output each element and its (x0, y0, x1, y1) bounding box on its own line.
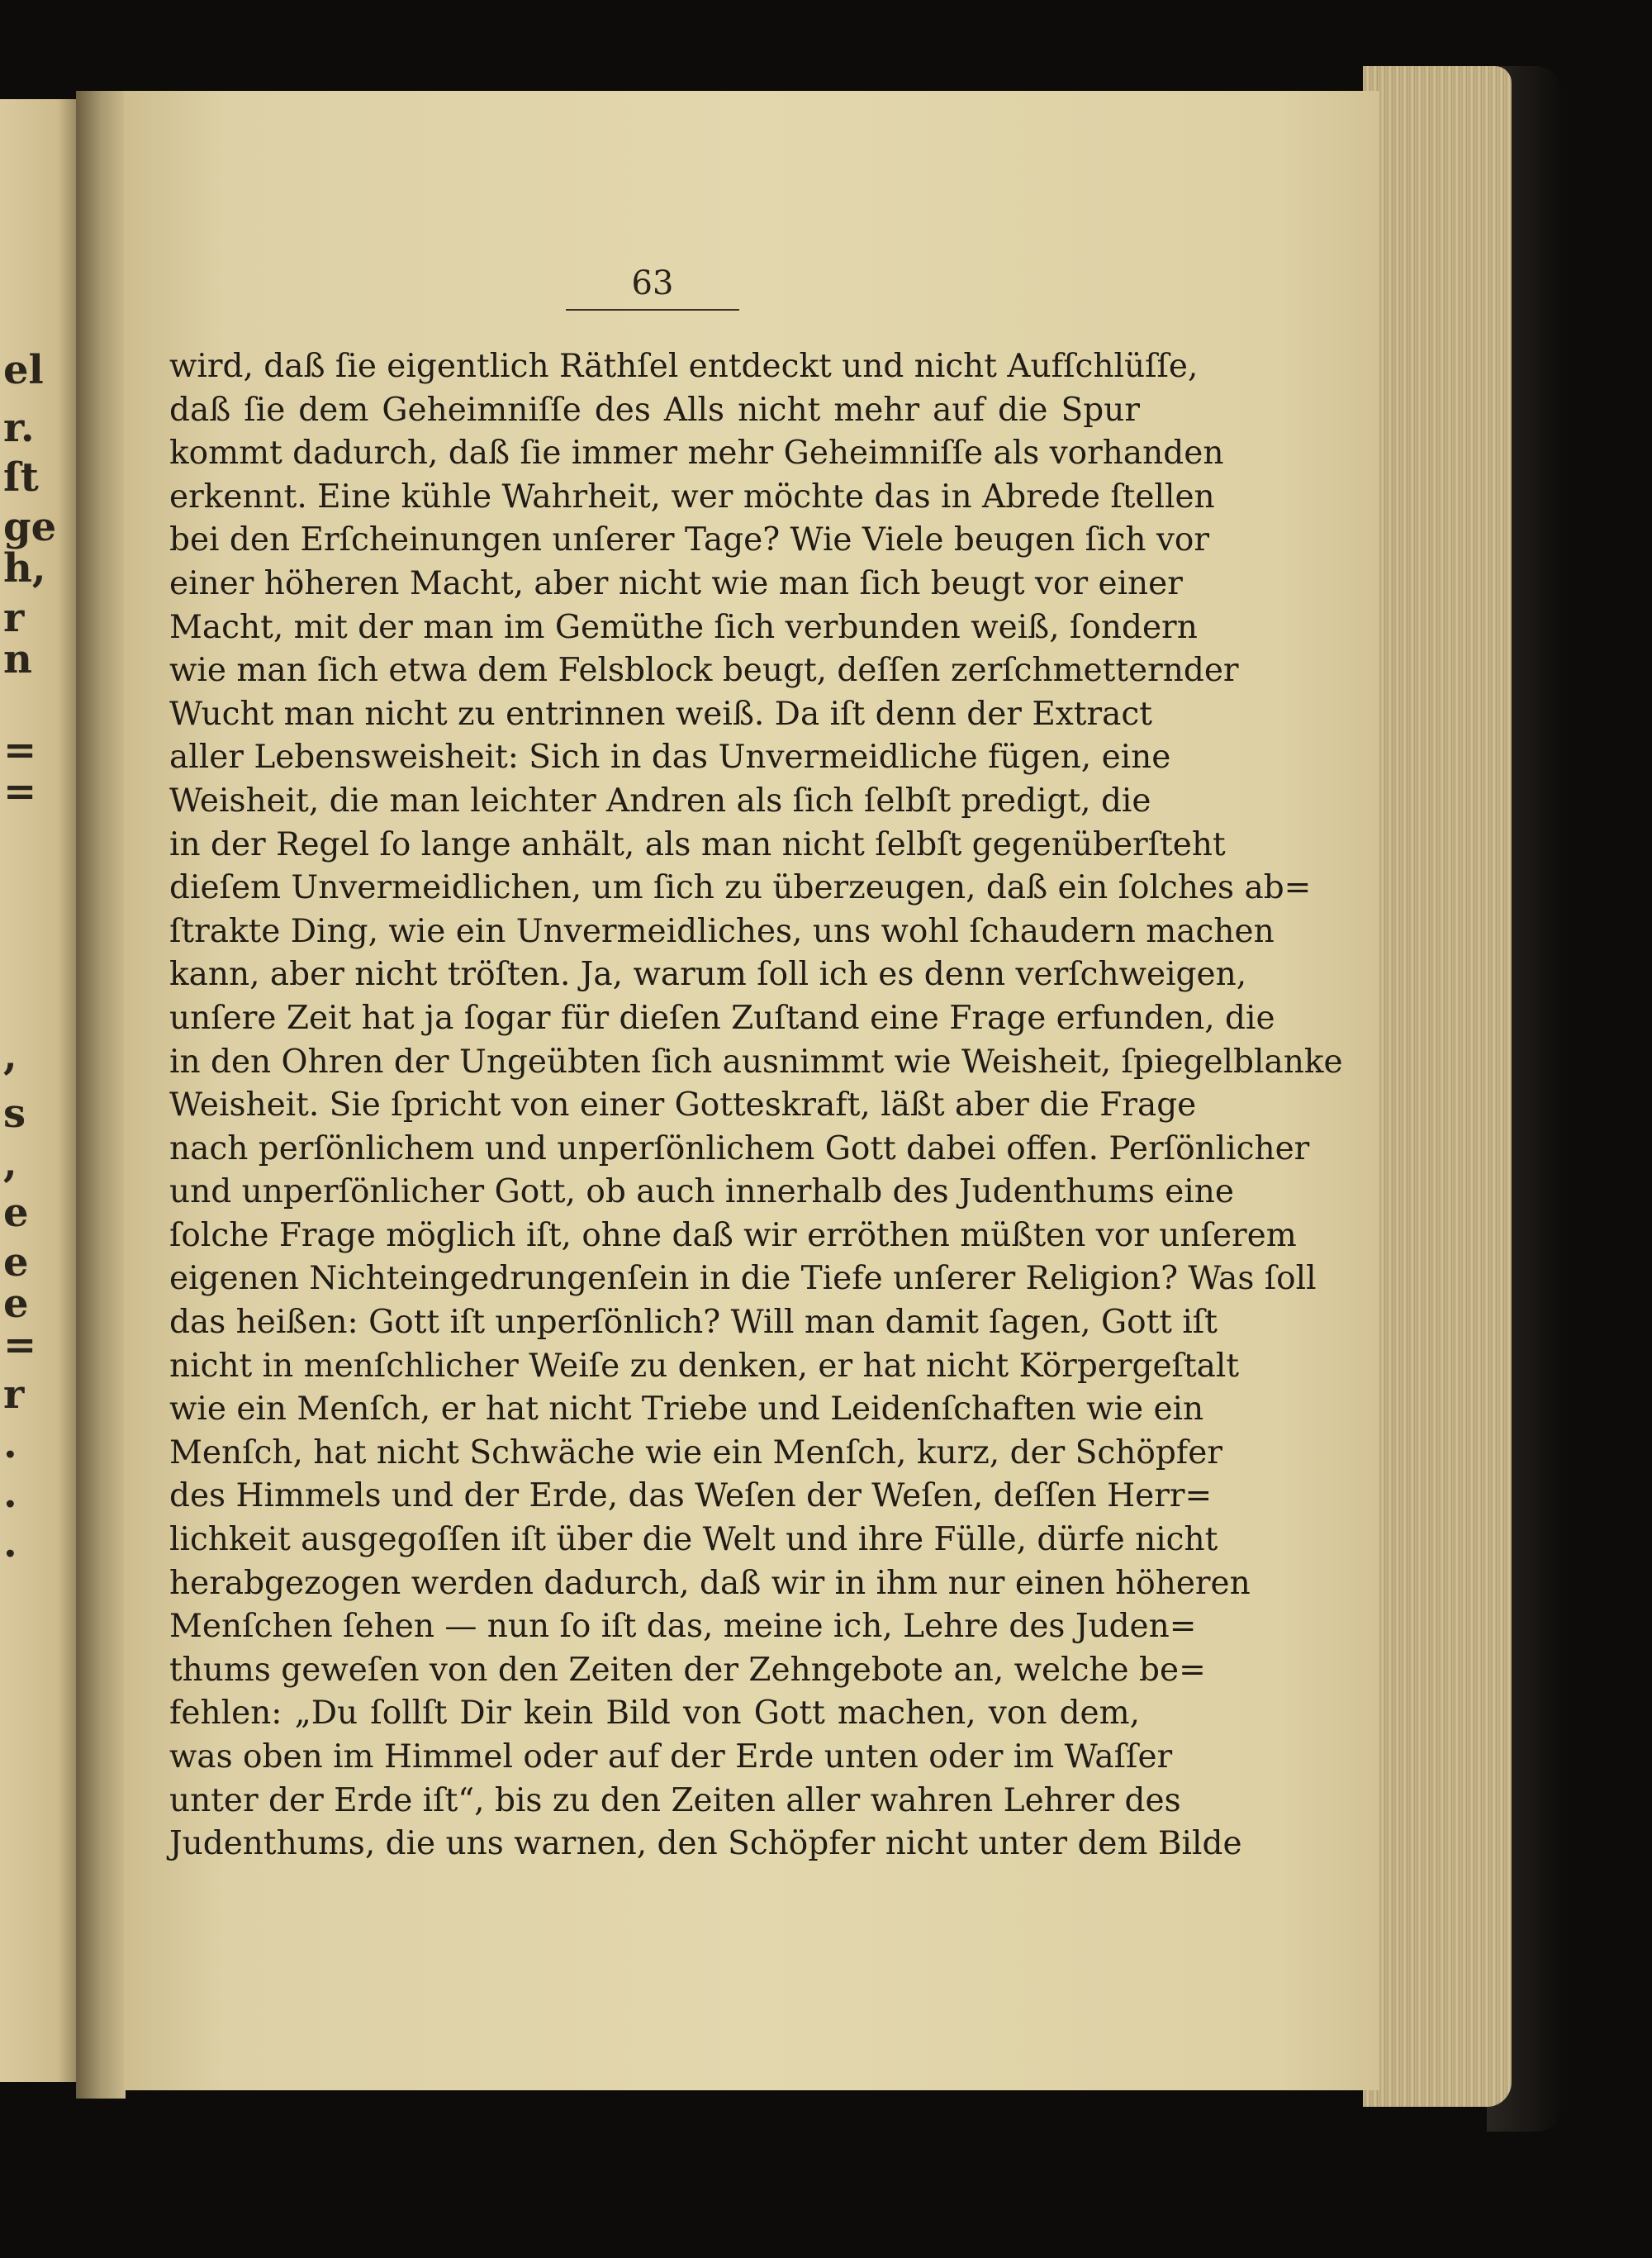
left-page-fragment: ſt (3, 454, 39, 501)
left-page-fragment: h, (3, 545, 46, 592)
left-page-fragment: el (3, 347, 44, 393)
body-text (169, 345, 1343, 1866)
left-page-fragment: e (3, 1239, 29, 1286)
text-line: was oben im Himmel oder auf der Erde unten oder im Waſſer (169, 1738, 1173, 1776)
text-line: Judenthums, die uns warnen, den Schöpfer nicht unter dem Bilde (169, 1825, 1242, 1863)
text-line: wie ein Menſch, er hat nicht Triebe und Leidenſchaften wie ein (169, 1390, 1204, 1428)
text-line: daß ſie dem Geheimniſſe des Alls nicht mehr auf die Spur (169, 391, 1140, 429)
left-page-fragments (0, 99, 83, 2082)
left-page-fragment: = (3, 727, 37, 773)
text-line: wird, daß ſie eigentlich Räthſel entdeckt und nicht Aufſchlüſſe, (169, 348, 1199, 385)
text-line: kommt dadurch, daß ſie immer mehr Geheimniſſe als vorhanden (169, 435, 1224, 473)
text-line: in der Regel ſo lange anhält, als man nicht ſelbſt gegenüberſteht (169, 825, 1226, 863)
text-line: Weisheit. Sie ſpricht von einer Gotteskraft, läßt aber die Frage (169, 1086, 1197, 1124)
text-line: in den Ohren der Ungeübten ſich ausnimmt wie Weisheit, ſpiegelblanke (169, 1043, 1343, 1081)
text-line: nicht in menſchlicher Weiſe zu denken, er hat nicht Körpergeſtalt (169, 1347, 1240, 1385)
text-line: Menſch, hat nicht Schwäche wie ein Menſch, kurz, der Schöpfer (169, 1433, 1222, 1471)
left-page-fragment: r (3, 1371, 25, 1418)
left-page-fragment: . (3, 1471, 17, 1517)
text-line: thums geweſen von den Zeiten der Zehngebote an, welche be= (169, 1651, 1206, 1689)
text-line: fehlen: „Du ſollſt Dir kein Bild von Gott machen, von dem, (169, 1695, 1140, 1733)
left-page-fragment: , (3, 1140, 17, 1186)
text-line: Menſchen ſehen — nun ſo iſt das, meine ich, Lehre des Juden= (169, 1608, 1197, 1646)
page-number-rule (566, 309, 739, 311)
left-page-fragment: . (3, 1421, 17, 1467)
left-page-fragment: r. (3, 405, 35, 451)
text-line: unſere Zeit hat ja ſogar für dieſen Zuſtand eine Frage erfunden, die (169, 999, 1275, 1037)
text-line: aller Lebensweisheit: Sich in das Unvermeidliche fügen, eine (169, 739, 1171, 777)
text-line: erkennt. Eine kühle Wahrheit, wer möchte das in Abrede ſtellen (169, 478, 1215, 516)
left-page-fragment: n (3, 636, 32, 682)
text-line: bei den Erſcheinungen unſerer Tage? Wie Viele beugen ſich vor (169, 521, 1210, 559)
text-line: des Himmels und der Erde, das Weſen der Weſen, deſſen Herr= (169, 1477, 1213, 1515)
left-page-fragment: s (3, 1091, 26, 1137)
text-line: unter der Erde iſt“, bis zu den Zeiten aller wahren Lehrer des (169, 1781, 1181, 1819)
text-line: lichkeit ausgegoſſen iſt über die Welt und ihre Fülle, dürfe nicht (169, 1521, 1218, 1559)
text-line: und unperſönlicher Gott, ob auch innerhalb des Judenthums eine (169, 1173, 1234, 1211)
text-line: dieſem Unvermeidlichen, um ſich zu überzeugen, daß ein ſolches ab= (169, 869, 1312, 907)
left-page-fragment: = (3, 1322, 37, 1368)
left-page-fragment: ge (3, 504, 57, 550)
page-number: 63 (631, 264, 674, 302)
text-line: Macht, mit der man im Gemüthe ſich verbunden weiß, ſondern (169, 608, 1198, 646)
text-line: ſtrakte Ding, wie ein Unvermeidliches, uns wohl ſchaudern machen (169, 912, 1275, 950)
text-line: ſolche Frage möglich iſt, ohne daß wir erröthen müßten vor unſerem (169, 1216, 1297, 1254)
text-line: eigenen Nichteingedrungenſein in die Tiefe unſerer Religion? Was ſoll (169, 1260, 1317, 1298)
text-line: wie man ſich etwa dem Felsblock beugt, deſſen zerſchmetternder (169, 652, 1239, 690)
left-page-fragment: = (3, 768, 37, 815)
text-line: das heißen: Gott iſt unperſönlich? Will man damit ſagen, Gott iſt (169, 1304, 1218, 1342)
text-line: Weisheit, die man leichter Andren als ſich ſelbſt predigt, die (169, 782, 1151, 820)
text-line: einer höheren Macht, aber nicht wie man ſich beugt vor einer (169, 564, 1183, 602)
left-page-fragment: e (3, 1281, 29, 1327)
book-gutter (76, 91, 126, 2099)
text-line: Wucht man nicht zu entrinnen weiß. Da iſt denn der Extract (169, 695, 1152, 733)
left-page-fragment: . (3, 1520, 17, 1566)
text-line: herabgezogen werden dadurch, daß wir in ihm nur einen höheren (169, 1564, 1251, 1602)
left-page-fragment: , (3, 1033, 17, 1079)
left-page-fragment: e (3, 1190, 29, 1236)
left-page-edge (0, 99, 83, 2082)
page-edges (1363, 66, 1512, 2107)
left-page-fragment: r (3, 595, 25, 641)
text-line: kann, aber nicht tröſten. Ja, warum ſoll ich es denn verſchweigen, (169, 956, 1247, 994)
text-line: nach perſönlichem und unperſönlichem Gott dabei offen. Perſönlicher (169, 1129, 1310, 1167)
